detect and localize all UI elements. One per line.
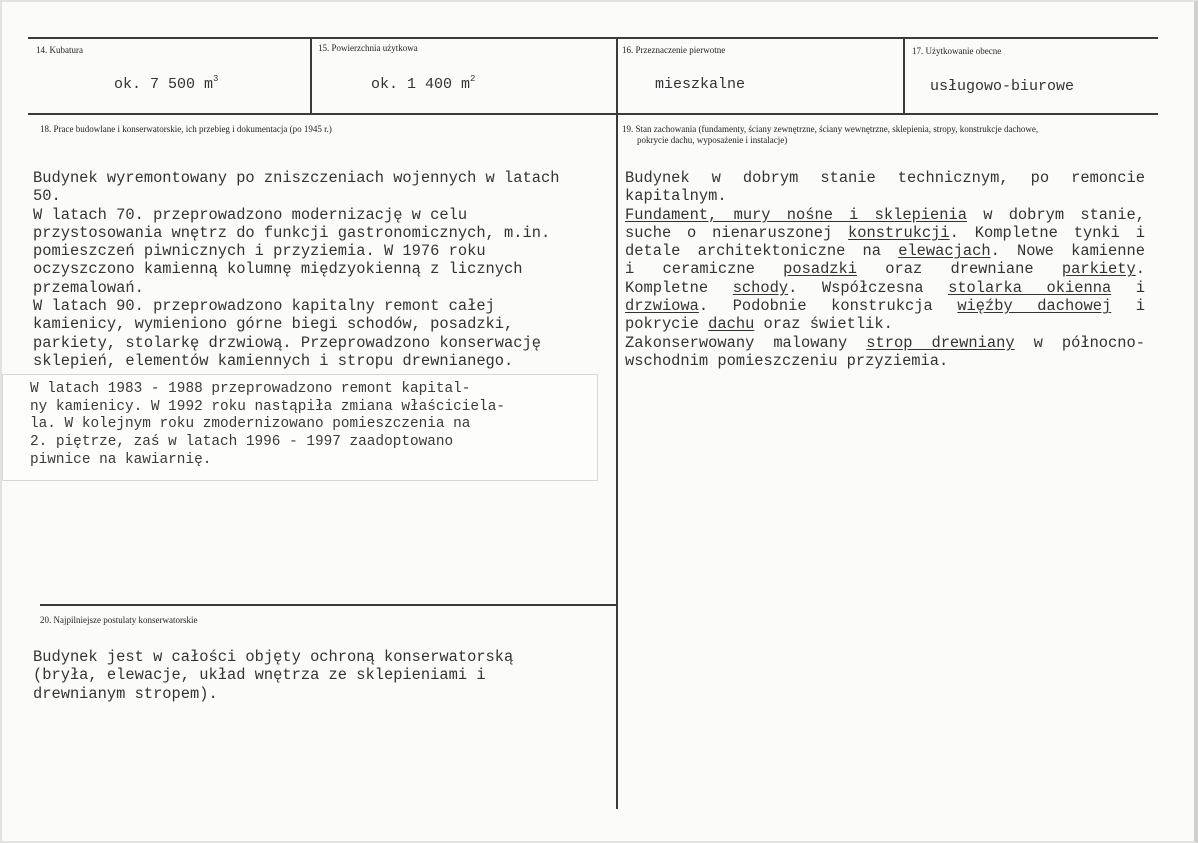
f18-line: W latach 70. przeprowadzono modernizację w celu [33, 205, 468, 224]
field-18-label: 18. Prace budowlane i konserwatorskie, ich przebieg i dokumentacja (po 1945 r.) [40, 124, 332, 134]
section20-top-rule [40, 604, 618, 606]
field-19-label [622, 124, 1038, 146]
field-17-value: usługowo-biurowe [930, 78, 1075, 95]
f19-line: pokrycie dachu oraz świetlik. [625, 315, 893, 334]
f19-line: Budynek w dobrym stanie technicznym, po remoncie [625, 169, 1145, 187]
pasted-line: la. W kolejnym roku zmodernizowano pomieszczenia na [30, 416, 471, 433]
f19-line: i ceramiczne posadzki oraz drewniane parkiety. [625, 260, 1145, 279]
field-18-text [33, 169, 601, 370]
f19-line: Fundament, mury nośne i sklepienia w dobrym stanie, [625, 205, 1145, 224]
f20-line: (bryła, elewacje, układ wnętrza ze sklepieniami i [33, 666, 486, 685]
f18-line: 50. [33, 187, 61, 206]
f18-line: oczyszczono kamienną kolumnę międzyokienną z licznych [33, 260, 523, 279]
field-20-label: 20. Najpilniejsze postulaty konserwatorskie [40, 615, 198, 625]
field-19-text [625, 169, 1145, 370]
pasted-line: W latach 1983 - 1988 przeprowadzono remont kapital- [30, 381, 471, 397]
field-16-value: mieszkalne [655, 76, 746, 93]
f19-line: Zakonserwowany malowany strop drewniany w północno- [625, 333, 1145, 352]
f18-line: pomieszczeń piwnicznych i przyziemia. W 1976 roku [33, 242, 486, 261]
f19-line: detale architektoniczne na elewacjach. Nowe kamienne [625, 242, 1145, 261]
field-20-text [33, 648, 593, 703]
field-16-label: 16. Przeznaczenie pierwotne [622, 45, 726, 55]
f18-line: sklepień, elementów kamiennych i stropu drewnianego. [33, 351, 514, 370]
pasted-line: piwnice na kawiarnię. [30, 451, 212, 468]
pasted-line: 2. piętrze, zaś w latach 1996 - 1997 zaadoptowano [30, 434, 454, 451]
field-15-label: 15. Powierzchnia użytkowa [318, 43, 418, 53]
f19-line: drzwiowa. Podobnie konstrukcja więźby dachowej i [625, 297, 1145, 316]
field-19-label-line2: pokrycie dachu, wyposażenie i instalacje) [637, 135, 788, 145]
top-rule [28, 37, 1158, 39]
pasted-line: ny kamienicy. W 1992 roku nastąpiła zmiana właściciela- [30, 398, 505, 415]
f20-line: drewnianym stropem). [33, 684, 218, 703]
f19-line: suche o nienaruszonej konstrukcji. Kompletne tynki i [625, 223, 1145, 242]
divider-16-17 [903, 37, 905, 115]
field-17-label: 17. Użytkowanie obecne [912, 46, 1002, 56]
f19-line: Kompletne schody. Współczesna stolarka okienna i [625, 278, 1145, 297]
f18-line: przystosowania wnętrz do funkcji gastronomicznych, m.in. [33, 223, 551, 242]
f19-line: wschodnim pomieszczeniu przyziemia. [625, 351, 949, 370]
pasted-note-text [30, 381, 505, 470]
field-19-label-line1: 19. Stan zachowania (fundamenty, ściany zewnętrzne, ściany wewnętrzne, sklepienia, stropy, konstrukcje dachowe, [622, 124, 1039, 134]
row1-bottom-rule [28, 113, 1158, 115]
field-14-value: ok. 7 500 $m^3$ [114, 74, 219, 93]
f19-line: kapitalnym. [625, 187, 727, 206]
field-14-label: 14. Kubatura [36, 45, 83, 55]
divider-15-16 [616, 37, 618, 809]
f18-line: kamienicy, wymieniono górne biegi schodów, posadzki, [33, 315, 514, 334]
divider-14-15 [310, 37, 312, 115]
field-15-value: ok. 1 400 $m^2$ [371, 74, 476, 93]
f18-line: przemalowań. [33, 278, 144, 297]
f18-line: W latach 90. przeprowadzono kapitalny remont całej [33, 297, 495, 316]
f18-line: Budynek wyremontowany po zniszczeniach wojennych w latach [33, 169, 560, 187]
f18-line: parkiety, stolarkę drzwiową. Przeprowadzono konserwację [33, 333, 541, 352]
f20-line: Budynek jest w całości objęty ochroną konserwatorską [33, 648, 514, 666]
